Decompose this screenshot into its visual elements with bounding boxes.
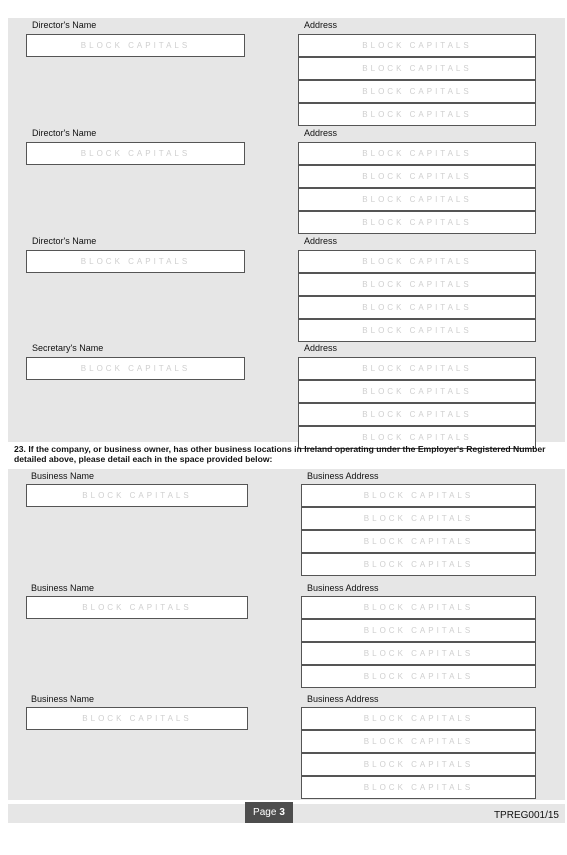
block-capitals-placeholder: BLOCK CAPITALS [362,172,472,181]
block-capitals-placeholder: BLOCK CAPITALS [363,603,474,612]
officer-name-input[interactable] [26,142,245,165]
block-capitals-placeholder: BLOCK CAPITALS [362,218,472,227]
officer-address-line-4[interactable] [298,211,536,234]
officer-address-line-2[interactable] [298,57,536,80]
business-address-line-3[interactable] [301,530,536,553]
block-capitals-placeholder: BLOCK CAPITALS [362,149,472,158]
block-capitals-placeholder: BLOCK CAPITALS [363,737,474,746]
officer-address-line-1[interactable] [298,34,536,57]
officer-name-input[interactable] [26,250,245,273]
business-address-line-1[interactable] [301,707,536,730]
business-name-input[interactable] [26,707,248,730]
officer-address-line-3[interactable] [298,188,536,211]
business-address-line-2[interactable] [301,730,536,753]
business-address-line-2[interactable] [301,619,536,642]
block-capitals-placeholder: BLOCK CAPITALS [362,41,472,50]
business-name-label: Business Name [31,471,95,481]
block-capitals-placeholder: BLOCK CAPITALS [363,672,474,681]
business-address-line-4[interactable] [301,553,536,576]
block-capitals-placeholder: BLOCK CAPITALS [80,41,191,50]
officer-address-line-3[interactable] [298,403,536,426]
officer-address-label: Address [304,236,338,246]
block-capitals-placeholder: BLOCK CAPITALS [362,87,472,96]
officer-name-input[interactable] [26,34,245,57]
block-capitals-placeholder: BLOCK CAPITALS [362,303,472,312]
business-address-line-4[interactable] [301,776,536,799]
officer-name-input[interactable] [26,357,245,380]
officer-address-line-3[interactable] [298,80,536,103]
officer-name-label: Director's Name [32,20,97,30]
block-capitals-placeholder: BLOCK CAPITALS [80,149,191,158]
block-capitals-placeholder: BLOCK CAPITALS [362,387,472,396]
block-capitals-placeholder: BLOCK CAPITALS [363,514,474,523]
block-capitals-placeholder: BLOCK CAPITALS [82,491,192,500]
business-address-line-3[interactable] [301,753,536,776]
block-capitals-placeholder: BLOCK CAPITALS [362,280,472,289]
page-label: Page [253,807,277,818]
block-capitals-placeholder: BLOCK CAPITALS [362,195,472,204]
block-capitals-placeholder: BLOCK CAPITALS [362,110,472,119]
block-capitals-placeholder: BLOCK CAPITALS [82,714,192,723]
officer-address-label: Address [304,128,338,138]
officer-name-label: Director's Name [32,236,97,246]
block-capitals-placeholder: BLOCK CAPITALS [80,257,191,266]
officer-name-label: Secretary's Name [32,343,104,353]
block-capitals-placeholder: BLOCK CAPITALS [362,326,472,335]
block-capitals-placeholder: BLOCK CAPITALS [363,537,474,546]
officer-address-label: Address [304,20,338,30]
block-capitals-placeholder: BLOCK CAPITALS [362,433,472,442]
officer-address-line-4[interactable] [298,319,536,342]
page-number: 3 [279,807,285,818]
officer-address-line-2[interactable] [298,165,536,188]
business-address-line-4[interactable] [301,665,536,688]
form-code: TPREG001/15 [493,810,559,821]
block-capitals-placeholder: BLOCK CAPITALS [363,560,474,569]
officer-address-line-2[interactable] [298,380,536,403]
block-capitals-placeholder: BLOCK CAPITALS [363,783,474,792]
block-capitals-placeholder: BLOCK CAPITALS [363,714,474,723]
business-name-label: Business Name [31,583,95,593]
officer-address-line-1[interactable] [298,250,536,273]
officer-address-line-2[interactable] [298,273,536,296]
block-capitals-placeholder: BLOCK CAPITALS [363,760,474,769]
block-capitals-placeholder: BLOCK CAPITALS [363,626,474,635]
block-capitals-placeholder: BLOCK CAPITALS [363,649,474,658]
business-address-label: Business Address [307,583,379,593]
business-address-line-2[interactable] [301,507,536,530]
business-name-input[interactable] [26,596,248,619]
officer-address-line-1[interactable] [298,357,536,380]
block-capitals-placeholder: BLOCK CAPITALS [363,491,474,500]
block-capitals-placeholder: BLOCK CAPITALS [362,410,472,419]
page-indicator [245,802,293,823]
business-name-label: Business Name [31,694,95,704]
officer-name-label: Director's Name [32,128,97,138]
question-23-text: 23. If the company, or business owner, has other business locations in Ireland operating under the Employer's Registered Number detailed above, please detail each in the space provided below: [14,444,546,464]
business-address-line-1[interactable] [301,596,536,619]
officer-address-line-3[interactable] [298,296,536,319]
officer-address-label: Address [304,343,338,353]
block-capitals-placeholder: BLOCK CAPITALS [362,257,472,266]
business-address-line-1[interactable] [301,484,536,507]
block-capitals-placeholder: BLOCK CAPITALS [80,364,191,373]
business-name-input[interactable] [26,484,248,507]
business-address-label: Business Address [307,471,379,481]
officer-address-line-4[interactable] [298,103,536,126]
block-capitals-placeholder: BLOCK CAPITALS [82,603,192,612]
business-address-line-3[interactable] [301,642,536,665]
business-address-label: Business Address [307,694,379,704]
officer-address-line-1[interactable] [298,142,536,165]
block-capitals-placeholder: BLOCK CAPITALS [362,364,472,373]
block-capitals-placeholder: BLOCK CAPITALS [362,64,472,73]
